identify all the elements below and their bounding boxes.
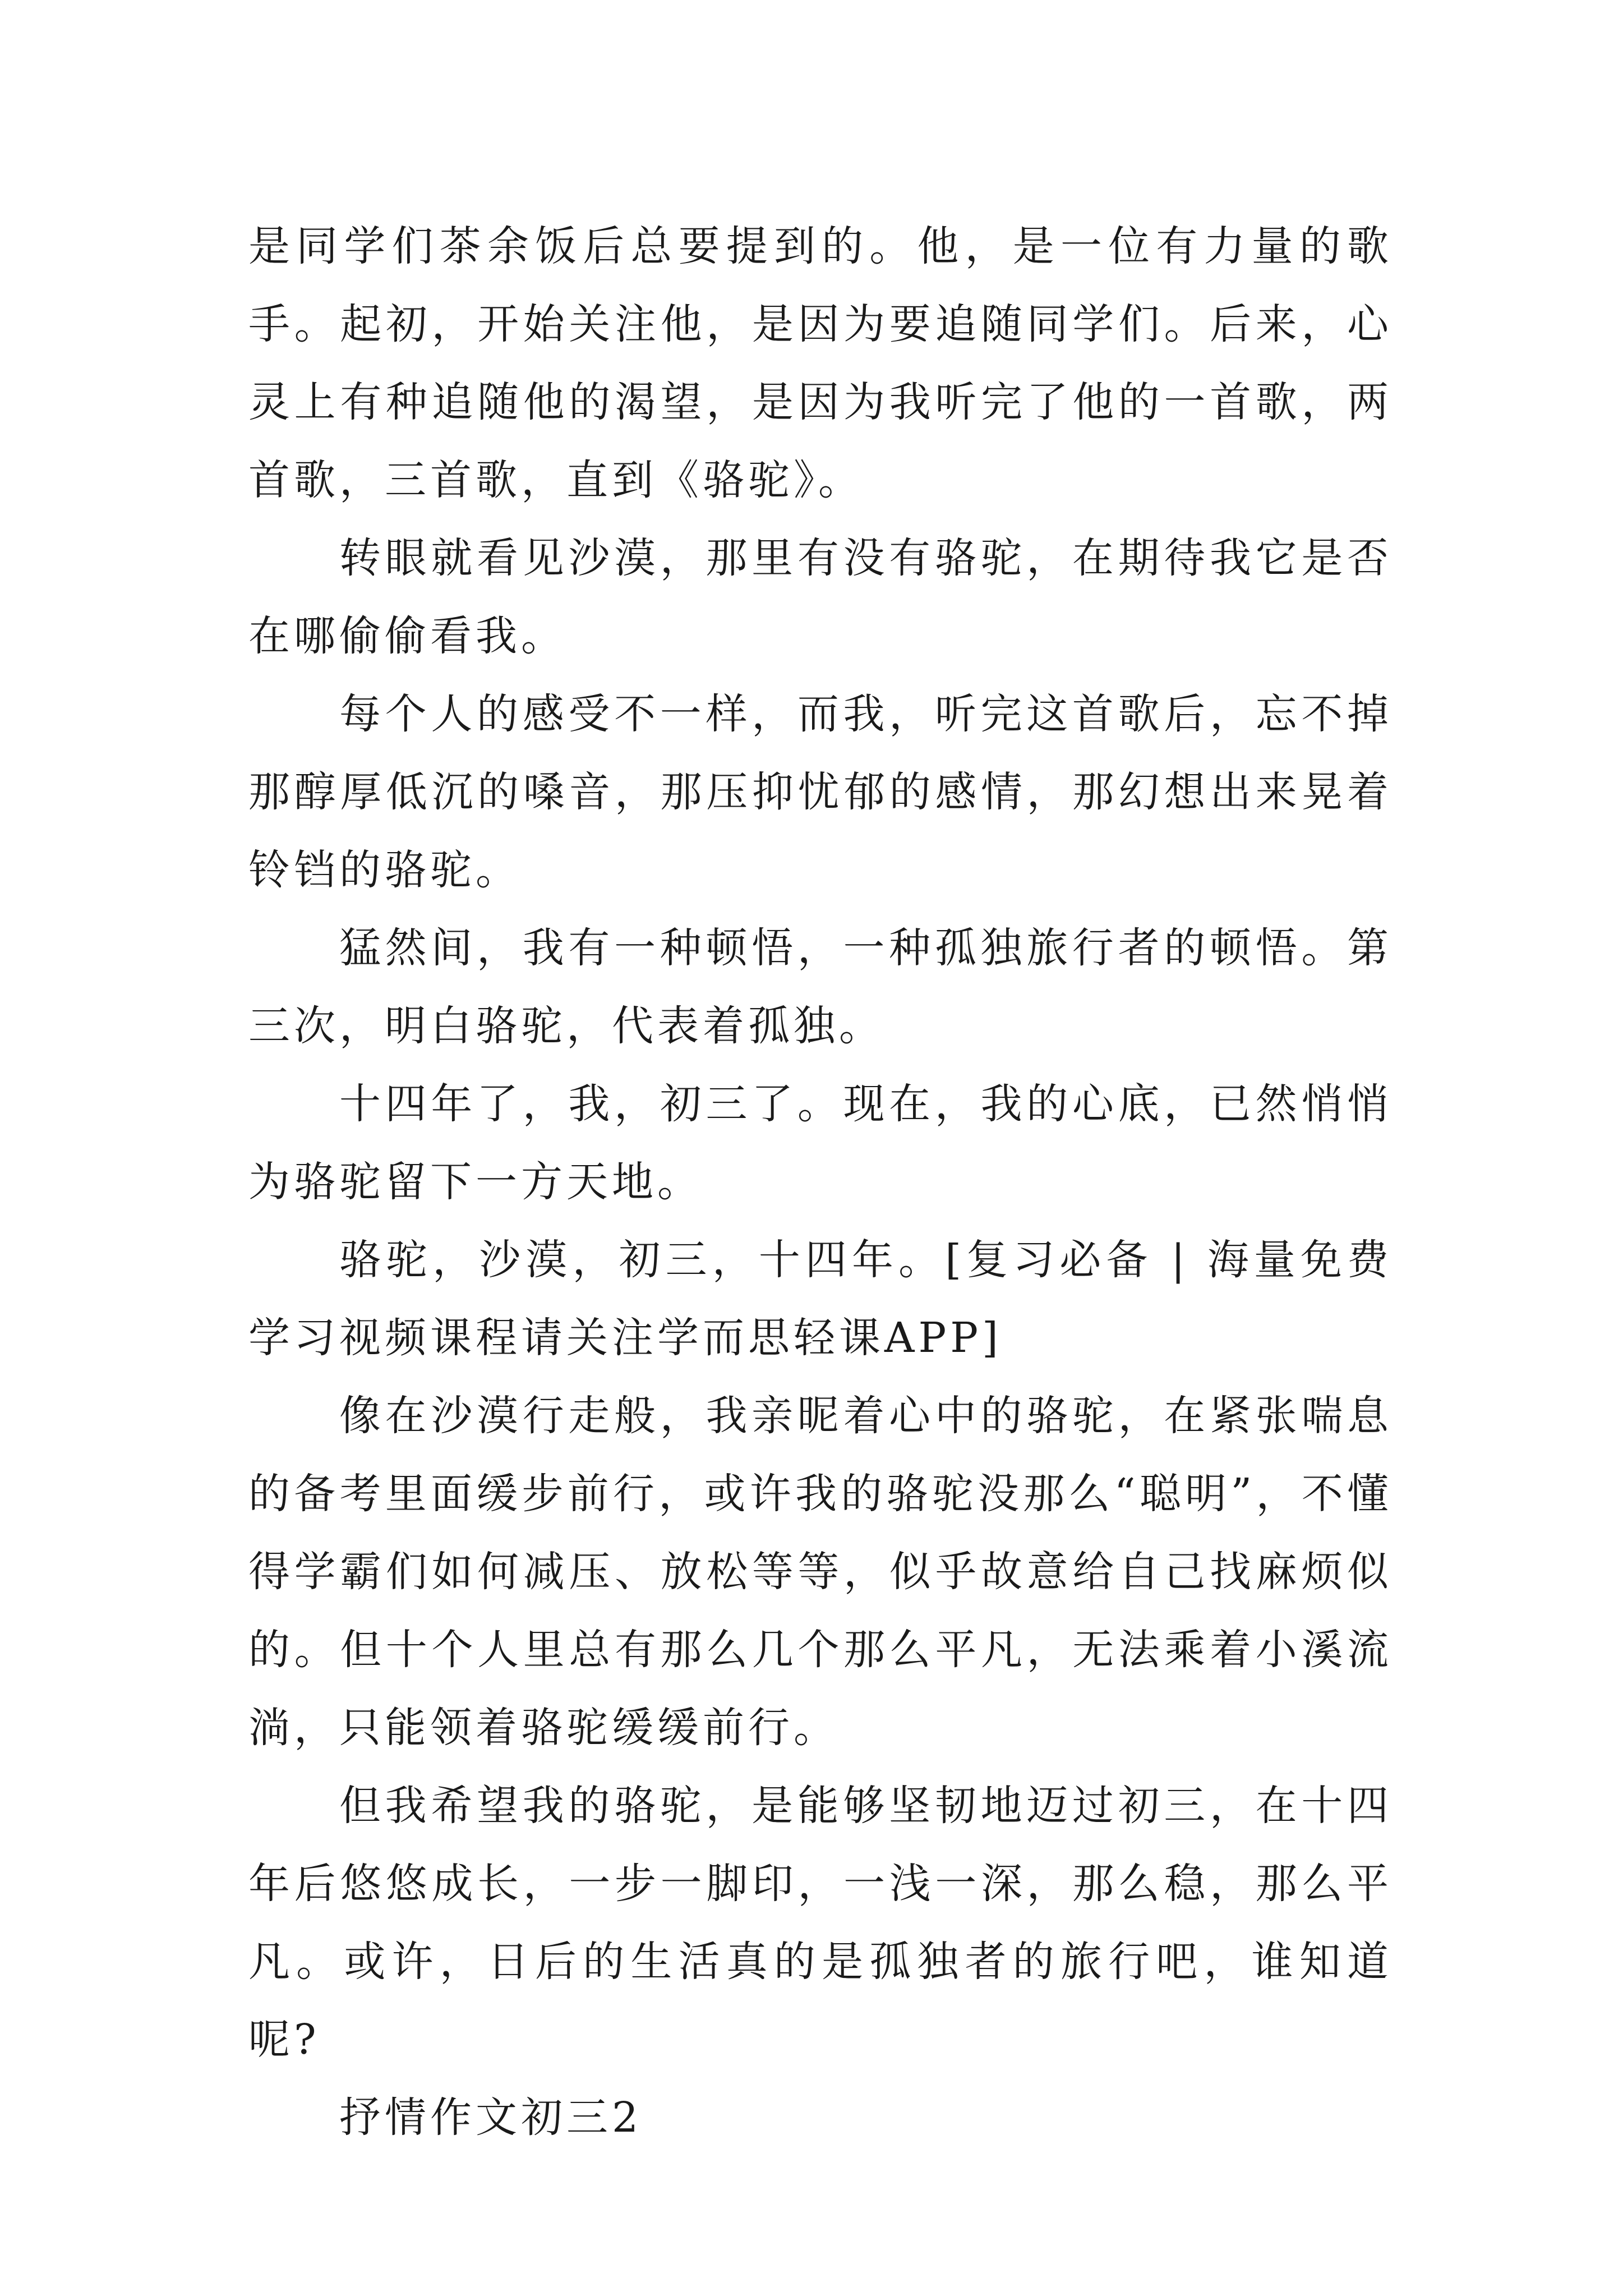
paragraph-1: 是同学们茶余饭后总要提到的。他，是一位有力量的歌手。起初，开始关注他，是因为要追随同学们。后来，心灵上有种追随他的渴望，是因为我听完了他的一首歌，两首歌，三首歌，直到《骆驼》。	[248, 222, 1393, 504]
paragraph-4: 猛然间，我有一种顿悟，一种孤独旅行者的顿悟。第三次，明白骆驼，代表着孤独。	[248, 924, 1393, 1050]
paragraph-7: 像在沙漠行走般，我亲昵着心中的骆驼，在紧张喘息的备考里面缓步前行，或许我的骆驼没那么“聪明”，不懂得学霸们如何减压、放松等等，似乎故意给自己找麻烦似的。但十个人里总有那么几个那么平凡，无法乘着小溪流淌，只能领着骆驼缓缓前行。	[248, 1392, 1393, 1752]
section-heading: 抒情作文初三2	[339, 2093, 643, 2142]
document-body	[248, 208, 1393, 2157]
paragraph-2: 转眼就看见沙漠，那里有没有骆驼，在期待我它是否在哪偷偷看我。	[248, 534, 1393, 660]
paragraph-6: 骆驼，沙漠，初三，十四年。[复习必备 | 海量免费学习视频课程请关注学而思轻课APP]	[248, 1236, 1393, 1362]
paragraph-5: 十四年了，我，初三了。现在，我的心底，已然悄悄为骆驼留下一方天地。	[248, 1080, 1393, 1206]
paragraph-3: 每个人的感受不一样，而我，听完这首歌后，忘不掉那醇厚低沉的嗓音，那压抑忧郁的感情，那幻想出来晃着铃铛的骆驼。	[248, 690, 1393, 894]
paragraph-8: 但我希望我的骆驼，是能够坚韧地迈过初三，在十四年后悠悠成长，一步一脚印，一浅一深，那么稳，那么平凡。或许，日后的生活真的是孤独者的旅行吧，谁知道呢?	[248, 1782, 1393, 2064]
